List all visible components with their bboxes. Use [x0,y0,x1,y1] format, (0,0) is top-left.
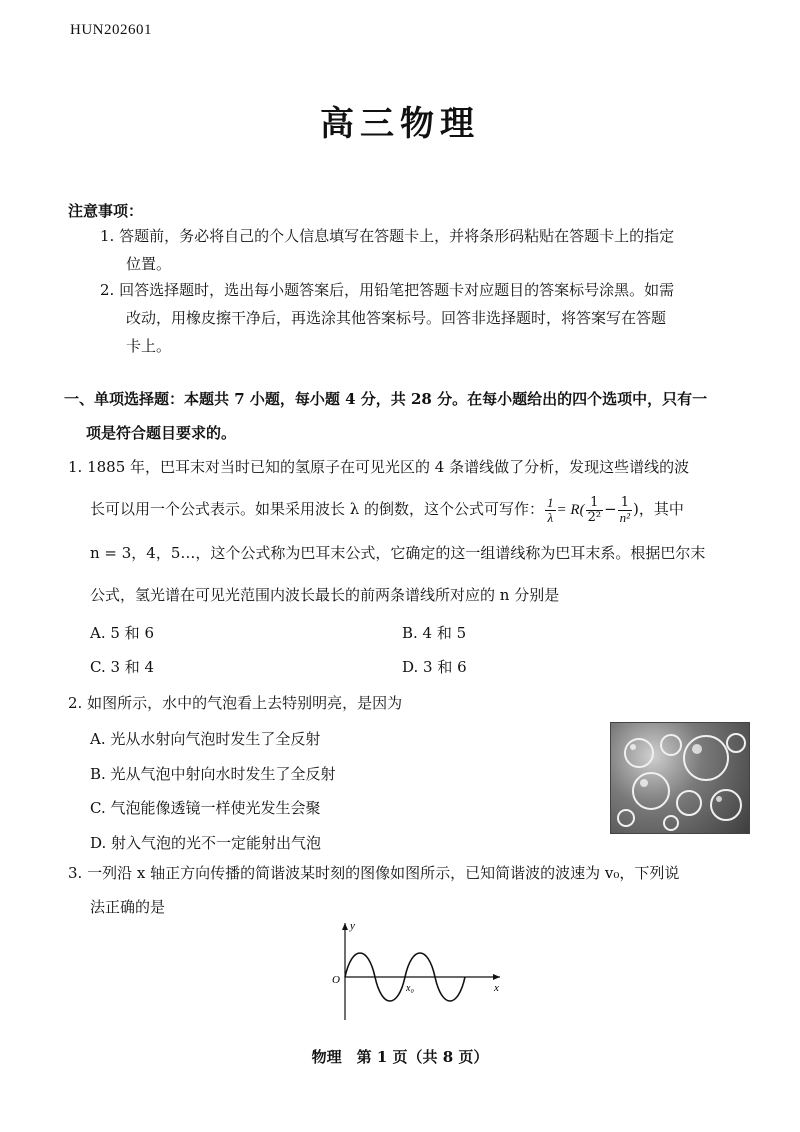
exam-code: HUN202601 [70,22,152,38]
formula-lhs-num: 1 [547,494,554,510]
q2-stem: 2. 如图所示，水中的气泡看上去特别明亮，是因为 [68,694,403,712]
notice-item-2 [100,276,760,360]
formula-close: ) [633,500,639,518]
formula-fraction-b [618,496,632,525]
q1-option-d: D. 3 和 6 [402,658,467,676]
page-footer: 物理 第 1 页（共 8 页） [311,1048,489,1066]
q3-line-2: 法正确的是 [90,898,166,916]
formula-b-num: 1 [618,496,632,511]
q1-option-b: B. 4 和 5 [402,624,467,642]
notice-item-1-line-1: 1. 答题前，务必将自己的个人信息填写在答题卡上，并将条形码粘贴在答题卡上的指定 [100,227,675,245]
formula-minus: − [604,500,617,518]
section-1-line-1: 一、单项选择题：本题共 7 小题，每小题 4 分，共 28 分。在每小题给出的四个选项中，只有一 [64,390,708,408]
y-axis-label: y [350,920,355,932]
formula-b-den: n² [619,509,631,525]
section-1-heading [64,382,754,450]
q1-line-4: 公式，氢光谱在可见光范围内波长最长的前两条谱线所对应的 n 分别是 [90,586,560,604]
notice-heading: 注意事项： [68,202,144,220]
notice-item-2-line-2: 改动，用橡皮擦干净后，再选涂其他答案标号。回答非选择题时，将答案写在答题 [126,309,667,327]
q1-line-2 [90,494,684,525]
section-1-line-2: 项是符合题目要求的。 [86,424,237,442]
y-axis-arrow-icon [342,923,348,930]
formula-eq: = R( [556,502,585,518]
q1-line-3: n = 3，4，5…，这个公式称为巴耳末公式，它确定的这一组谱线称为巴耳末系。根据巴尔末 [90,544,706,562]
formula-fraction-a [586,496,603,525]
notice-item-1-line-2: 位置。 [126,255,172,273]
q2-option-c: C. 气泡能像透镜一样使光发生会聚 [90,799,321,817]
x0-label: x₀ [406,983,414,994]
q3-line-1: 3. 一列沿 x 轴正方向传播的简谐波某时刻的图像如图所示，已知简谐波的波速为 v₀，下列说 [68,864,680,882]
q1-line-2-pre: 长可以用一个公式表示。如果采用波长 λ 的倒数，这个公式可写作： [90,500,545,518]
q2-option-d: D. 射入气泡的光不一定能射出气泡 [90,834,322,852]
formula-a-num: 1 [586,496,603,511]
bubbles-photo [610,722,750,834]
q2-option-a: A. 光从水射向气泡时发生了全反射 [90,730,321,748]
q1-line-1: 1. 1885 年，巴耳末对当时已知的氢原子在可见光区的 4 条谱线做了分析，发现这些谱线的波 [68,458,690,476]
q1-option-a: A. 5 和 6 [90,624,154,642]
q2-option-b: B. 光从气泡中射向水时发生了全反射 [90,765,336,783]
notice-item-2-line-3: 卡上。 [126,337,172,355]
page-title: 高三物理 [320,104,480,144]
formula-fraction-lhs [545,496,556,525]
origin-label: O [332,974,340,986]
formula-lhs-den: λ [547,509,554,525]
wave-graph [330,915,510,1025]
formula-a-den: 2² [587,509,602,525]
q1-option-c: C. 3 和 4 [90,658,155,676]
x-axis-label: x [494,982,499,994]
q1-line-2-post: ，其中 [638,500,684,518]
notice-item-1 [100,222,760,278]
x-axis-arrow-icon [493,974,500,980]
notice-item-2-line-1: 2. 回答选择题时，选出每小题答案后，用铅笔把答题卡对应题目的答案标号涂黑。如需 [100,281,675,299]
bubbles-illustration [611,723,749,833]
